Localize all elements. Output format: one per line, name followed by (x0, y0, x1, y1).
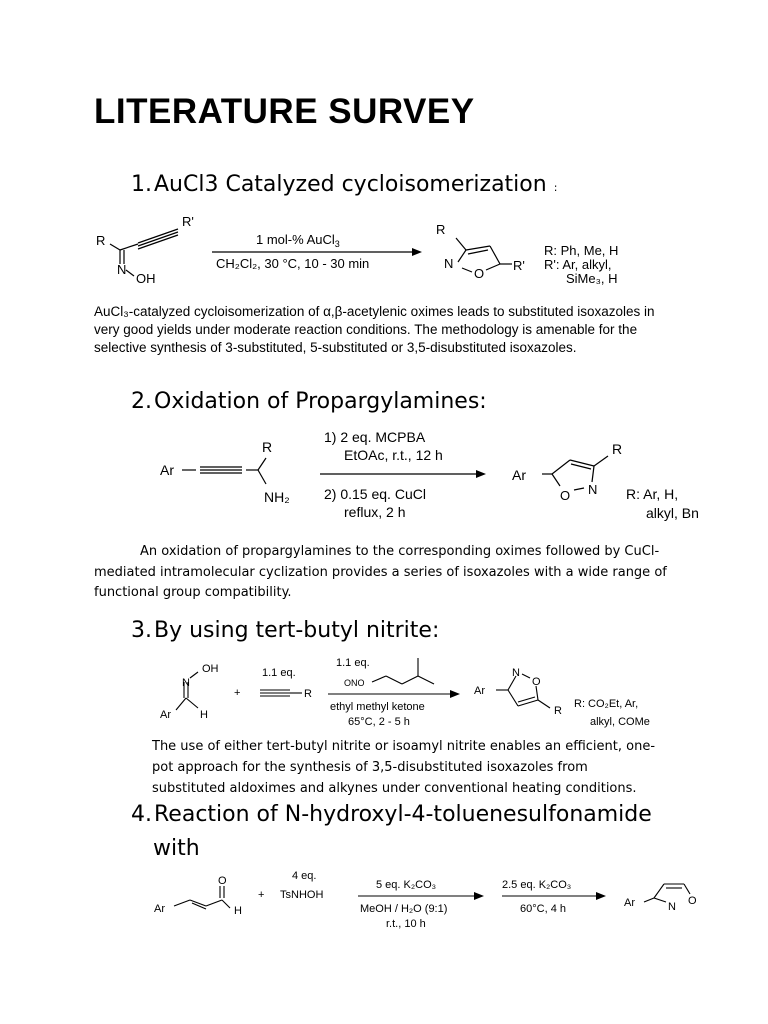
s4-product-ar: Ar (624, 897, 635, 909)
section-4-heading (131, 802, 652, 827)
s4-cond-2-bottom: 60°C, 4 h (520, 903, 566, 915)
section-4-heading-line2: with (153, 836, 200, 861)
s2-product-o: O (560, 488, 571, 503)
s3-reactant-h: H (200, 709, 208, 721)
s2-reactant-r: R (262, 439, 273, 455)
section-3-title: By using tert-butyl nitrite: (154, 618, 440, 643)
s1-conditions-top: 1 mol-% AuCl$_3$ (256, 232, 340, 249)
s3-alkyne-eq: 1.1 eq. (262, 667, 296, 679)
s2-cond-2a: 2) 0.15 eq. CuCl (324, 486, 426, 502)
section-1-paragraph: AuCl₃-catalyzed cycloisomerization of α,β-acetylenic oximes leads to substituted isoxazoles in very good yields under moderate reaction conditions. The methodology is amenable for the selective synthesis of 3-substituted, 5-substituted or 3,5-disubstituted isoxazoles. (94, 304, 655, 355)
s3-plus: + (234, 687, 241, 699)
s1-product-n: N (444, 256, 454, 271)
section-4-number: 4. (131, 802, 152, 827)
section-1-colon: : (553, 181, 558, 194)
scheme-2 (150, 422, 720, 526)
s3-reactant-ar: Ar (160, 709, 171, 721)
s3-notes-2: alkyl, COMe (590, 716, 650, 728)
s3-reactant-oh: OH (202, 663, 219, 675)
s1-reactant-n: N (117, 262, 127, 277)
scheme-3 (150, 650, 690, 734)
s2-product-r: R (612, 441, 623, 457)
s3-product-r: R (554, 705, 562, 717)
s4-reactant-ar: Ar (154, 903, 165, 915)
section-2-title: Oxidation of Propargylamines: (154, 389, 487, 414)
s4-cond-1-top: 5 eq. K₂CO₃ (376, 879, 437, 891)
s4-product-n: N (668, 901, 676, 913)
s3-product-n: N (512, 667, 520, 679)
s4-product-o: O (688, 895, 697, 907)
scheme-4 (150, 864, 710, 934)
s3-cond-2: 65°C, 2 - 5 h (348, 716, 410, 728)
s2-reactant-nh2: NH₂ (264, 489, 290, 505)
s1-product-r: R (436, 222, 446, 237)
s2-product-ar: Ar (512, 467, 526, 483)
s4-reagent: TsNHOH (280, 889, 324, 901)
section-3-heading (131, 618, 439, 643)
s3-reactant-n: N (182, 677, 190, 689)
s4-reagent-eq: 4 eq. (292, 870, 317, 882)
section-4-title: Reaction of N-hydroxyl-4-toluenesulfonamide (154, 802, 652, 827)
s2-cond-1a: 1) 2 eq. MCPBA (324, 429, 426, 445)
s1-reactant-oh: OH (136, 271, 156, 286)
s3-notes-1: R: CO₂Et, Ar, (574, 698, 639, 710)
section-3-paragraph: The use of either tert-butyl nitrite or isoamyl nitrite enables an efficient, one-pot approach for the synthesis of 3,5-disubstituted isoxazoles from substituted aldoximes and alkynes under conventional heating conditions. (152, 739, 656, 796)
s1-reactant-rprime: R' (182, 214, 194, 229)
s2-product-n: N (588, 482, 598, 497)
section-2-paragraph: An oxidation of propargylamines to the corresponding oximes followed by CuCl-mediated intramolecular cyclization provides a series of isoxazoles with a wide range of functional group compatibility. (94, 544, 667, 600)
s3-product-ar: Ar (474, 685, 485, 697)
s1-reactant-r: R (96, 233, 106, 248)
s1-product-rprime: R' (513, 258, 525, 273)
section-3-number: 3. (131, 618, 152, 643)
s3-product-o: O (532, 676, 541, 688)
s2-reactant-ar: Ar (160, 462, 174, 478)
s4-cond-1-bottom: MeOH / H₂O (9:1) (360, 903, 448, 915)
s3-cond-1: ethyl methyl ketone (330, 701, 425, 713)
s4-plus: + (258, 889, 265, 901)
page-title: LITERATURE SURVEY (94, 92, 475, 131)
s4-reactant-o: O (218, 875, 227, 887)
s3-alkyne-r: R (304, 688, 312, 700)
s1-conditions-bottom: CH₂Cl₂, 30 °C, 10 - 30 min (216, 256, 370, 271)
section-1-heading (131, 172, 557, 197)
s4-cond-1-bottom2: r.t., 10 h (386, 918, 426, 930)
s4-reactant-h: H (234, 905, 242, 917)
s1-notes-2: R': Ar, alkyl, (544, 257, 612, 272)
s3-nitrite-eq: 1.1 eq. (336, 657, 370, 669)
s2-cond-1b: EtOAc, r.t., 12 h (344, 447, 443, 463)
section-2-heading (131, 389, 487, 414)
s3-nitrite-ono: ONO (344, 678, 365, 688)
s1-notes-1: R: Ph, Me, H (544, 243, 619, 258)
section-1-number: 1. (131, 172, 152, 197)
scheme-1 (90, 212, 650, 292)
s2-notes-2: alkyl, Bn (646, 505, 699, 521)
s1-notes-3: SiMe₃, H (566, 271, 618, 286)
s2-cond-2b: reflux, 2 h (344, 504, 406, 520)
s1-product-o: O (474, 266, 485, 281)
section-1-title: AuCl3 Catalyzed cycloisomerization (154, 172, 547, 197)
s2-notes-1: R: Ar, H, (626, 486, 679, 502)
section-2-number: 2. (131, 389, 152, 414)
s4-cond-2-top: 2.5 eq. K₂CO₃ (502, 879, 572, 891)
